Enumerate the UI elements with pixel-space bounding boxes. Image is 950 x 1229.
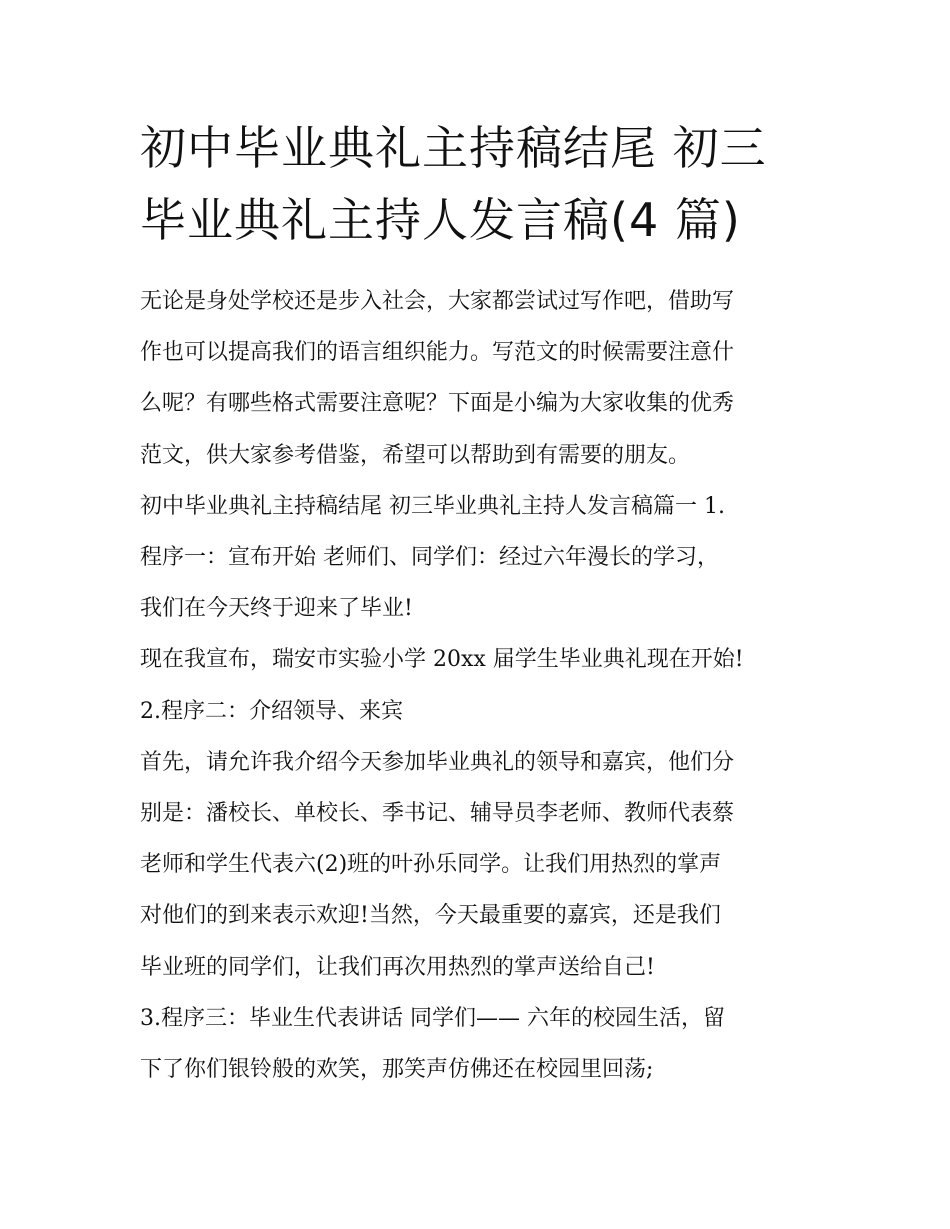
- body-line: 范文，供大家参考借鉴，希望可以帮助到有需要的朋友。: [140, 442, 691, 468]
- body-line: 2.程序二：介绍领导、来宾: [140, 698, 403, 724]
- body-line: 程序一：宣布开始 老师们、同学们：经过六年漫长的学习，: [140, 545, 719, 571]
- document-title: [140, 112, 820, 256]
- body-line: 无论是身处学校还是步入社会，大家都尝试过写作吧，借助写: [140, 289, 735, 314]
- body-line: 3.程序三：毕业生代表讲话 同学们—— 六年的校园生活，留: [140, 1005, 725, 1031]
- body-line: 别是：潘校长、单校长、季书记、辅导员李老师、教师代表蔡: [140, 801, 735, 827]
- body-line: 作也可以提高我们的语言组织能力。写范文的时候需要注意什: [140, 340, 735, 366]
- body-line: 么呢？有哪些格式需要注意呢？下面是小编为大家收集的优秀: [140, 391, 735, 417]
- body-line: 现在我宣布，瑞安市实验小学 20xx 届学生毕业典礼现在开始!: [140, 647, 744, 673]
- title-line: 毕业典礼主持人发言稿(4 篇): [140, 193, 741, 247]
- body-line: 老师和学生代表六(2)班的叶孙乐同学。让我们用热烈的掌声: [140, 852, 722, 878]
- document-body: [140, 276, 830, 1095]
- title-line: 初中毕业典礼主持稿结尾 初三: [140, 121, 767, 175]
- body-line: 下了你们银铃般的欢笑，那笑声仿佛还在校园里回荡;: [140, 1057, 654, 1083]
- body-line: 初中毕业典礼主持稿结尾 初三毕业典礼主持人发言稿篇一 1.: [140, 493, 725, 519]
- body-line: 毕业班的同学们，让我们再次用热烈的掌声送给自己!: [140, 954, 655, 980]
- body-line: 我们在今天终于迎来了毕业!: [140, 596, 413, 622]
- body-line: 对他们的到来表示欢迎!当然，今天最重要的嘉宾，还是我们: [140, 903, 721, 929]
- body-line: 首先，请允许我介绍今天参加毕业典礼的领导和嘉宾，他们分: [140, 749, 735, 775]
